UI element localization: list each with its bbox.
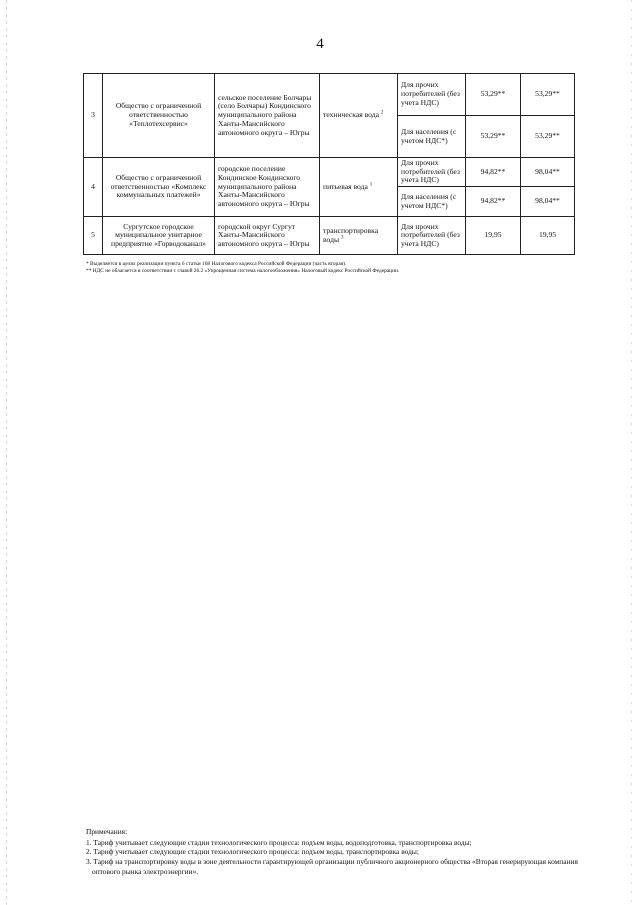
note-item: 2. Тариф учитывает следующие стадии технологического процесса: подъем воды, транспортировка воды; (86, 847, 419, 857)
table-row (84, 217, 575, 255)
tariff-value: 53,29** (521, 74, 575, 116)
tariff-value: 53,29** (521, 116, 575, 158)
territory-cell: городское поселение Кондинское Кондинского муниципального района Ханты-Мансийского автономного округа – Югры (215, 158, 320, 217)
notes-title: Примечания: (86, 827, 128, 836)
notes-section (86, 827, 586, 876)
water-type-cell: техническая вода $^2$ (320, 74, 398, 158)
territory-cell: городской округ Сургут Ханты-Мансийского автономного округа – Югры (215, 217, 320, 255)
row-number: 3 (84, 74, 103, 158)
tariff-value: 94,82** (466, 187, 521, 217)
footnote: * Выделяется в целях реализации пункта 6 статьи 168 Налогового кодекса Российской Федерации (часть вторая). (86, 261, 347, 267)
table-row (84, 74, 575, 116)
organization-cell: Сургутское городское муниципальное унитарное предприятие «Горводоканал» (103, 217, 215, 255)
row-number: 5 (84, 217, 103, 255)
tariff-value: 53,29** (466, 74, 521, 116)
tariff-value: 98,04** (521, 187, 575, 217)
territory-cell: сельское поселение Болчары (село Болчары) Кондинского муниципального района Ханты-Мансийского автономного округа – Югры (215, 74, 320, 158)
note-item: 3. Тариф на транспортировку воды в зоне деятельности гарантирующей организации публичного акционерного общества «Вторая генерирующая компания оптового рынка электроэнергии». (86, 856, 578, 876)
tariff-table (83, 73, 575, 255)
tariff-value: 53,29** (466, 116, 521, 158)
tariff-value: 98,04** (521, 158, 575, 187)
page-number: 4 (316, 36, 324, 52)
tariff-value: 19,95 (521, 217, 575, 255)
tariff-value: 19,95 (466, 217, 521, 255)
organization-cell: Общество с ограниченной ответственностью «Комплекс коммунальных платежей» (103, 158, 215, 217)
note-item: 1. Тариф учитывает следующие стадии технологического процесса: подъем воды, водоподготовка, транспортировка воды; (86, 837, 472, 847)
organization-cell: Общество с ограниченной ответственностью «Теплотехсервис» (103, 74, 215, 158)
consumer-cell: Для прочих потребителей (без учета НДС) (398, 217, 466, 255)
footnotes (86, 261, 586, 276)
scan-edge-left (6, 0, 7, 905)
row-number: 4 (84, 158, 103, 217)
consumer-cell: Для населения (с учетом НДС*) (398, 187, 466, 217)
table-row (84, 158, 575, 187)
consumer-cell: Для прочих потребителей (без учета НДС) (398, 74, 466, 116)
consumer-cell: Для населения (с учетом НДС*) (398, 116, 466, 158)
water-type-cell: питьевая вода $^1$ (320, 158, 398, 217)
tariff-value: 94,82** (466, 158, 521, 187)
water-type-cell: транспортировка воды $^3$ (320, 217, 398, 255)
footnote: ** НДС не облагается в соответствии с главой 26.2 «Упрощенная система налогообложения» Налоговый кодекс Российской Федерации. (86, 268, 400, 275)
scan-edge-right (631, 0, 632, 905)
consumer-cell: Для прочих потребителей (без учета НДС) (398, 158, 466, 187)
